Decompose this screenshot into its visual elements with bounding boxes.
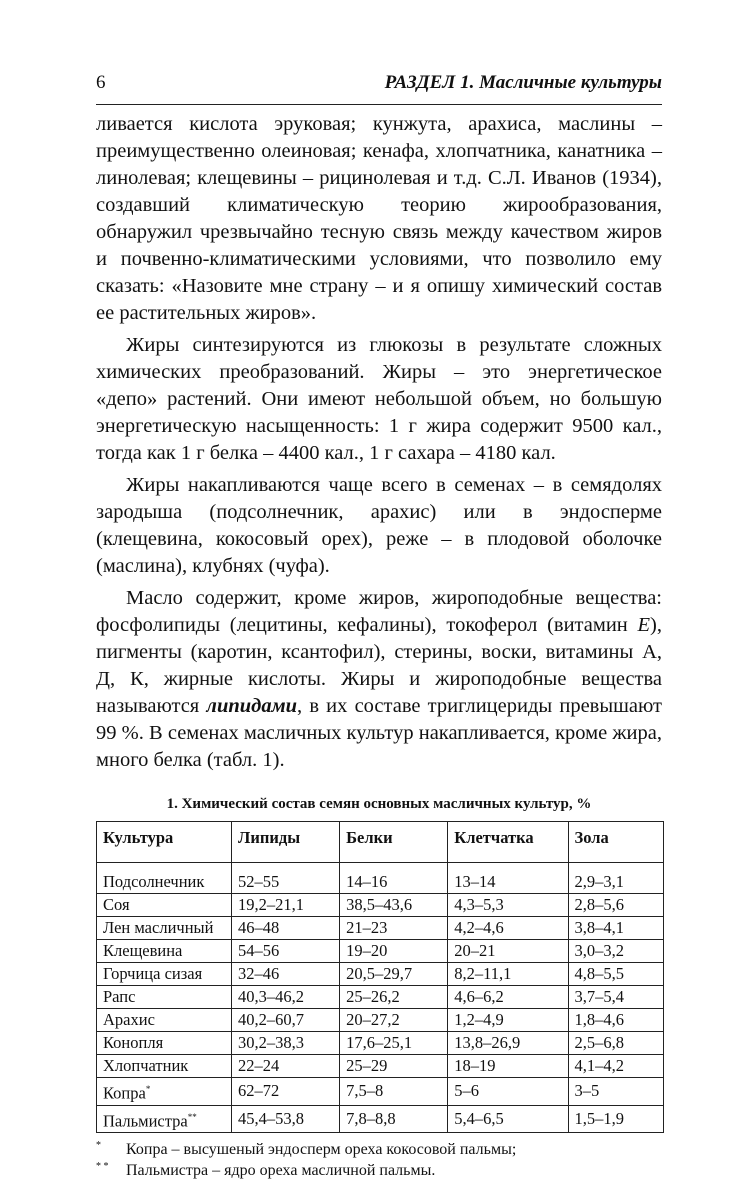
cell-fiber: 4,2–4,6 <box>448 917 568 940</box>
cell-fiber: 4,6–6,2 <box>448 986 568 1009</box>
table-row <box>97 1105 664 1133</box>
cell-ash: 3,0–3,2 <box>568 940 663 963</box>
cell-proteins: 20,5–29,7 <box>340 963 448 986</box>
cell-crop: Подсолнечник <box>97 863 232 894</box>
cell-proteins: 14–16 <box>340 863 448 894</box>
table-row <box>97 986 664 1009</box>
paragraph-4 <box>96 585 662 774</box>
cell-proteins: 38,5–43,6 <box>340 894 448 917</box>
table-caption: 1. Химический состав семян основных масличных культур, % <box>166 796 592 812</box>
footnote-marker: ** <box>187 1111 197 1122</box>
cell-proteins: 21–23 <box>340 917 448 940</box>
cell-ash: 2,8–5,6 <box>568 894 663 917</box>
cell-crop: Конопля <box>97 1032 232 1055</box>
footnote-1 <box>96 1139 662 1160</box>
cell-ash: 2,5–6,8 <box>568 1032 663 1055</box>
paragraph-4-part1: Масло содержит, кроме жиров, жироподобные вещества: фосфолипиды (лецитины, кефалины), токоферол (витамин <box>96 587 662 636</box>
page-header <box>96 72 662 105</box>
cell-ash: 3,7–5,4 <box>568 986 663 1009</box>
footnote-text: Копра – высушеный эндосперм ореха кокосовой пальмы; <box>126 1141 517 1158</box>
paragraph-1: ливается кислота эруковая; кунжута, арахиса, маслины – преимущественно олеиновая; кенафа, хлопчатника, канатника – линолевая; клещевины – рицинолевая и т.д. С.Л. Иванов (1934), создавший климатическую теорию жирообразования, обнаружил чрезвычайно тесную связь между качеством жиров и почвенно-климатическими условиями, что позволило ему сказать: «Назовите мне страну – и я опишу химический состав ее растительных жиров». <box>96 113 662 324</box>
cell-lipids: 30,2–38,3 <box>232 1032 340 1055</box>
vitamin-letter: Е <box>637 614 651 636</box>
cell-proteins: 25–26,2 <box>340 986 448 1009</box>
table-row <box>97 894 664 917</box>
cell-lipids: 46–48 <box>232 917 340 940</box>
cell-lipids: 62–72 <box>232 1078 340 1106</box>
cell-ash: 1,8–4,6 <box>568 1009 663 1032</box>
cell-ash: 4,1–4,2 <box>568 1055 663 1078</box>
cell-proteins: 17,6–25,1 <box>340 1032 448 1055</box>
header-lipids: Липиды <box>232 822 340 863</box>
cell-crop: Клещевина <box>97 940 232 963</box>
cell-crop: Копра* <box>97 1078 232 1106</box>
cell-lipids: 40,3–46,2 <box>232 986 340 1009</box>
cell-ash: 3,8–4,1 <box>568 917 663 940</box>
running-title: РАЗДЕЛ 1. Масличные культуры <box>384 72 662 93</box>
cell-proteins: 7,5–8 <box>340 1078 448 1106</box>
table-row <box>97 963 664 986</box>
cell-fiber: 13–14 <box>448 863 568 894</box>
cell-lipids: 19,2–21,1 <box>232 894 340 917</box>
table-header-row <box>97 822 664 863</box>
header-crop: Культура <box>97 822 232 863</box>
paragraph-4-part3: , в их составе триглицериды превышают 99 %. В семенах масличных культур накапливается, кроме жира, много белка (табл. 1). <box>96 695 663 771</box>
cell-crop: Лен масличный <box>97 917 232 940</box>
cell-ash: 2,9–3,1 <box>568 863 663 894</box>
footnotes <box>96 1139 662 1181</box>
cell-proteins: 25–29 <box>340 1055 448 1078</box>
cell-lipids: 32–46 <box>232 963 340 986</box>
table-row <box>97 940 664 963</box>
cell-crop: Соя <box>97 894 232 917</box>
cell-crop: Горчица сизая <box>97 963 232 986</box>
table-row <box>97 1078 664 1106</box>
table-row <box>97 1009 664 1032</box>
cell-lipids: 45,4–53,8 <box>232 1105 340 1133</box>
cell-ash: 1,5–1,9 <box>568 1105 663 1133</box>
paragraph-2: Жиры синтезируются из глюкозы в результате сложных химических преобразований. Жиры – это энергетическое «депо» растений. Они имеют небольшой объем, но большую энергетическую насыщенность: 1 г жира содержит 9500 кал., тогда как 1 г белка – 4400 кал., 1 г сахара – 4180 кал. <box>96 334 662 464</box>
cell-ash: 3–5 <box>568 1078 663 1106</box>
table-row <box>97 1055 664 1078</box>
page-number: 6 <box>96 72 106 93</box>
footnote-2 <box>96 1160 662 1181</box>
header-ash: Зола <box>568 822 663 863</box>
cell-proteins: 7,8–8,8 <box>340 1105 448 1133</box>
table-row <box>97 863 664 894</box>
cell-lipids: 22–24 <box>232 1055 340 1078</box>
cell-fiber: 5–6 <box>448 1078 568 1106</box>
cell-fiber: 13,8–26,9 <box>448 1032 568 1055</box>
term-lipids: липидами <box>206 695 298 717</box>
cell-lipids: 52–55 <box>232 863 340 894</box>
header-fiber: Клетчатка <box>448 822 568 863</box>
cell-crop: Рапс <box>97 986 232 1009</box>
cell-proteins: 19–20 <box>340 940 448 963</box>
body-text <box>96 111 662 774</box>
cell-fiber: 1,2–4,9 <box>448 1009 568 1032</box>
footnote-marker: * <box>145 1084 151 1094</box>
paragraph-4-part2: ), пигменты (каротин, ксантофил), стерины, воски, витамины А, Д, К, жирные кислоты. Жиры и жироподобные вещества называются <box>96 614 662 717</box>
cell-ash: 4,8–5,5 <box>568 963 663 986</box>
cell-fiber: 20–21 <box>448 940 568 963</box>
table-row <box>97 1032 664 1055</box>
cell-lipids: 54–56 <box>232 940 340 963</box>
cell-fiber: 5,4–6,5 <box>448 1105 568 1133</box>
paragraph-3: Жиры накапливаются чаще всего в семенах – в семядолях зародыша (подсолнечник, арахис) или в эндосперме (клещевина, кокосовый орех), реже – в плодовой оболочке (маслина), клубнях (чуфа). <box>96 474 662 577</box>
footnote-mark: * * <box>96 1161 109 1172</box>
cell-fiber: 18–19 <box>448 1055 568 1078</box>
footnote-text: Пальмистра – ядро ореха масличной пальмы. <box>126 1162 436 1179</box>
book-page <box>96 72 662 1181</box>
cell-proteins: 20–27,2 <box>340 1009 448 1032</box>
composition-table <box>96 821 664 1133</box>
cell-fiber: 8,2–11,1 <box>448 963 568 986</box>
cell-fiber: 4,3–5,3 <box>448 894 568 917</box>
cell-crop: Хлопчатник <box>97 1055 232 1078</box>
cell-crop: Пальмистра** <box>97 1105 232 1133</box>
table-row <box>97 917 664 940</box>
cell-crop: Арахис <box>97 1009 232 1032</box>
cell-lipids: 40,2–60,7 <box>232 1009 340 1032</box>
table-body <box>97 863 664 1133</box>
header-proteins: Белки <box>340 822 448 863</box>
footnote-mark: * <box>96 1140 101 1151</box>
